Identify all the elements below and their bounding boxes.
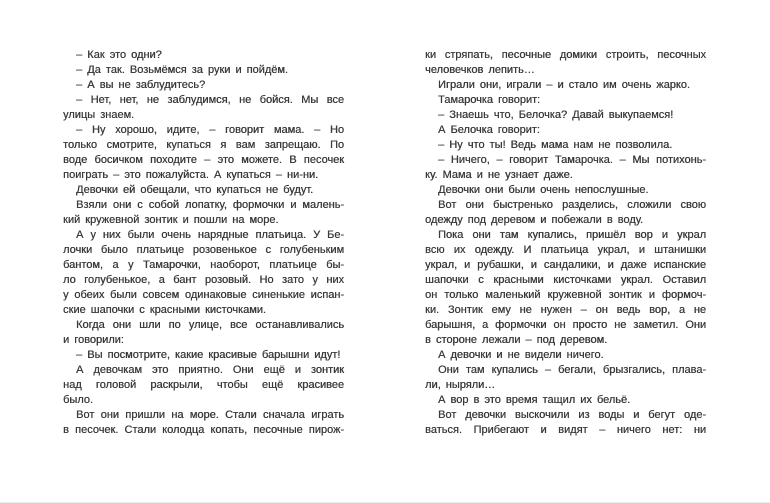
text-line: Девочки они были очень непослушные. bbox=[438, 184, 649, 196]
text-line: в песочек. Стали колодца копать, песочные пирож- bbox=[63, 424, 344, 436]
text-line: А девочкам это приятно. Они ещё и зонтик bbox=[76, 364, 344, 376]
text-line: в стороне лежали – под деревом. bbox=[425, 334, 608, 346]
text-line: – Да так. Возьмёмся за руки и пойдём. bbox=[76, 64, 288, 76]
text-line: барышня, а формочки он просто не заметил. Они bbox=[425, 319, 706, 331]
text-line: и говорили: bbox=[63, 334, 124, 346]
text-line: ские шапочки с красными кисточками. bbox=[63, 304, 266, 316]
text-line: А девочки и не видели ничего. bbox=[438, 349, 604, 361]
text-line: ки стряпать, песочные домики строить, песочных bbox=[425, 49, 706, 61]
text-line: кий кружевной зонтик и пошли на море. bbox=[63, 214, 279, 226]
text-line: – Ничего, – говорит Тамарочка. – Мы потихонь- bbox=[438, 154, 706, 166]
text-line: бантом, а у Тамарочки, наоборот, платьице бы- bbox=[63, 259, 344, 271]
text-line: он только маленький кружевной зонтик и формоч- bbox=[425, 289, 706, 301]
text-line: Вот девочки выскочили из воды и бегут оде- bbox=[438, 409, 706, 421]
text-line: одежду под деревом и побежали в воду. bbox=[425, 214, 644, 226]
text-line: – Ну хорошо, идите, – говорит мама. – Но bbox=[76, 124, 344, 136]
text-line: Играли они, играли – и стало им очень жарко. bbox=[438, 79, 690, 91]
text-line: – А вы не заблудитесь? bbox=[76, 79, 206, 91]
text-line: Тамарочка говорит: bbox=[438, 94, 541, 106]
text-line: Девочки ей обещали, что купаться не будут. bbox=[76, 184, 314, 196]
text-line: ли, ныряли… bbox=[425, 379, 496, 391]
text-line: А Белочка говорит: bbox=[438, 124, 540, 136]
text-line: – Знаешь что, Белочка? Давай выкупаемся! bbox=[438, 109, 674, 121]
text-line: – Как это одни? bbox=[76, 49, 162, 61]
text-column-right bbox=[425, 48, 706, 438]
text-column-left bbox=[63, 48, 344, 438]
text-line: только смотрите, купаться я вам запрещаю. По bbox=[63, 139, 344, 151]
text-line: Когда они шли по улице, все останавливались bbox=[76, 319, 344, 331]
text-line: шапочки с красными кисточками украл. Оставил bbox=[425, 274, 706, 286]
text-line: над головой раскрыли, чтобы ещё красивее bbox=[63, 379, 344, 391]
text-line: улицы знаем. bbox=[63, 109, 135, 121]
text-line: поиграть – это пожалуйста. А купаться – ни-ни. bbox=[63, 169, 319, 181]
text-line: Они там купались – бегали, брызгались, плава- bbox=[438, 364, 706, 376]
text-line: человечков лепить… bbox=[425, 64, 535, 76]
text-line: было. bbox=[63, 394, 93, 406]
text-line: А вор в это время тащил их бельё. bbox=[438, 394, 631, 406]
text-line: – Ну что ты! Ведь мама нам не позволила. bbox=[438, 139, 673, 151]
text-line: воде босичком походите – это можете. В песочек bbox=[63, 154, 344, 166]
text-line: ку. Мама и не узнает даже. bbox=[425, 169, 573, 181]
text-line: Взяли они с собой лопатку, формочки и малень- bbox=[76, 199, 344, 211]
text-line: – Вы посмотрите, какие красивые барышни идут! bbox=[76, 349, 341, 361]
text-line: ваться. Прибегают и видят – ничего нет: ни bbox=[425, 424, 706, 436]
text-line: лочки было платьице розовенькое с голубеньким bbox=[63, 244, 344, 256]
text-line: украл, и рубашки, и сандалики, и даже испанские bbox=[425, 259, 706, 271]
text-line: Пока они там купались, пришёл вор и украл bbox=[438, 229, 706, 241]
text-line: А у них были очень нарядные платьица. У Бе- bbox=[76, 229, 344, 241]
text-line: всю их одежду. И платьица украл, и штанишки bbox=[425, 244, 706, 256]
text-line: Вот они пришли на море. Стали сначала играть bbox=[76, 409, 344, 421]
text-line: Вот они быстренько разделись, сложили свою bbox=[438, 199, 706, 211]
text-line: ки. Зонтик ему не нужен – он ведь вор, а не bbox=[425, 304, 706, 316]
text-line: у обеих были совсем одинаковые синенькие испан- bbox=[63, 289, 344, 301]
text-line: – Нет, нет, не заблудимся, не бойся. Мы все bbox=[76, 94, 344, 106]
text-line: ло голубенькое, а бант розовый. Но зато у них bbox=[63, 274, 344, 286]
